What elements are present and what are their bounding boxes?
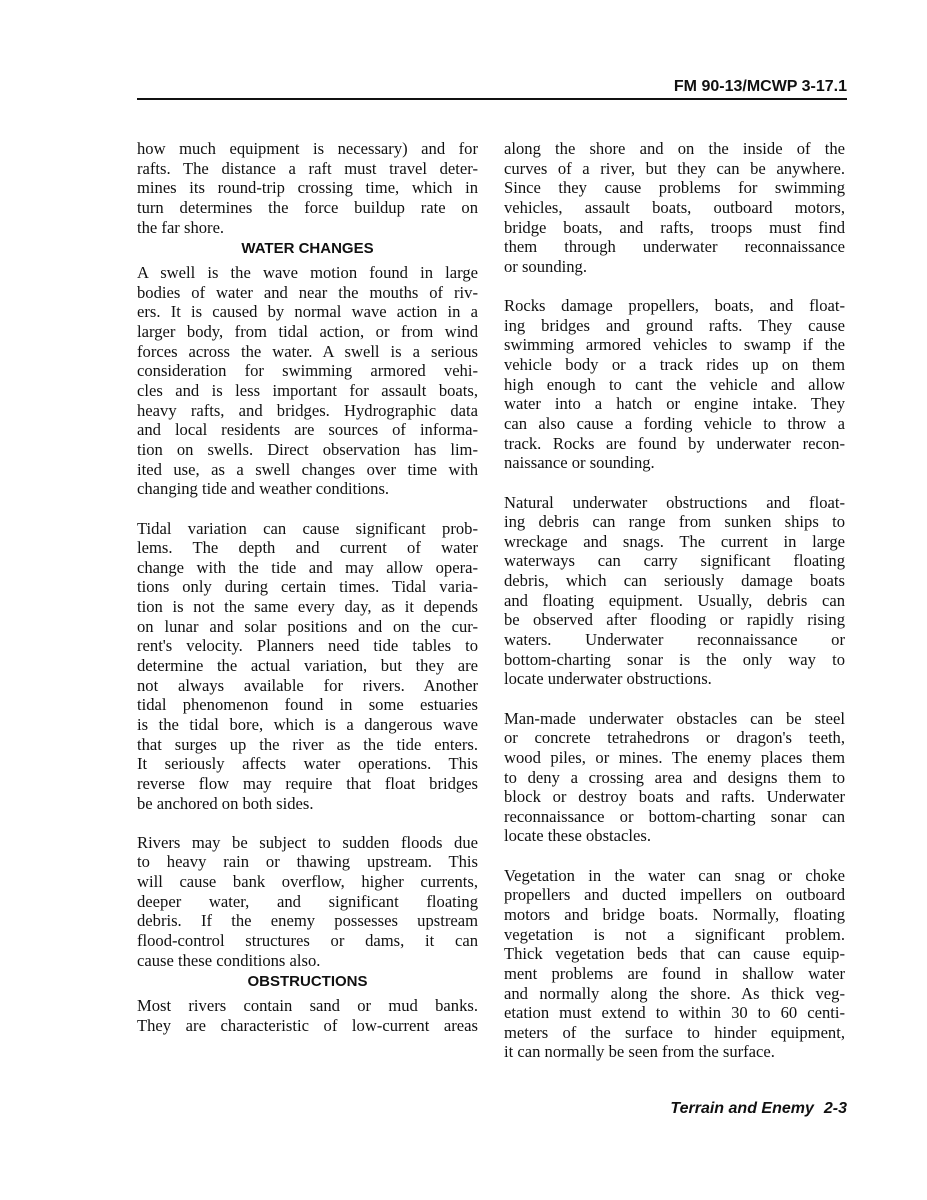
text-line: can also cause a fording vehicle to throw a (504, 413, 845, 433)
paragraph (137, 996, 478, 1035)
text-line: locate these obstacles. (504, 826, 651, 846)
text-line: It seriously affects water operations. This (137, 754, 478, 774)
text-line: it can normally be seen from the surface. (504, 1042, 775, 1062)
text-line: vehicles, assault boats, outboard motors, (504, 197, 845, 217)
page-number: 2-3 (823, 1100, 847, 1117)
page-header (137, 78, 847, 100)
text-line: larger body, from tidal action, or from wind (137, 322, 478, 342)
paragraph (504, 493, 845, 689)
text-line: them through underwater reconnaissance (504, 237, 845, 257)
paragraph (504, 866, 845, 1062)
text-line: or concrete tetrahedrons or dragon's teeth, (504, 728, 845, 748)
text-line: and floating equipment. Usually, debris can (504, 590, 845, 610)
text-line: the far shore. (137, 217, 225, 237)
text-line: not always available for rivers. Another (137, 675, 478, 695)
text-line: turn determines the force buildup rate on (137, 197, 478, 217)
text-line: be observed after flooding or rapidly rising (504, 610, 845, 630)
text-line: A swell is the wave motion found in large (137, 263, 478, 283)
text-line: change with the tide and may allow opera- (137, 557, 478, 577)
text-line: tion is not the same every day, as it depends (137, 597, 478, 617)
text-line: vehicle body or a track rides up on them (504, 355, 845, 375)
text-line: ment problems are found in shallow water (504, 963, 845, 983)
text-line: and local residents are sources of informa- (137, 420, 478, 440)
paragraph (137, 833, 478, 970)
text-line: cles and is less important for assault boats, (137, 381, 478, 401)
text-line: motors and bridge boats. Normally, floating (504, 904, 845, 924)
text-line: flood-control structures or dams, it can (137, 930, 478, 950)
text-line: debris, which can seriously damage boats (504, 571, 845, 591)
text-line: reconnaissance or bottom-charting sonar can (504, 806, 845, 826)
paragraph (504, 709, 845, 846)
text-line: debris. If the enemy possesses upstream (137, 911, 478, 931)
text-line: naissance or sounding. (504, 453, 655, 473)
text-line: vegetation is not a significant problem. (504, 924, 845, 944)
text-line: propellers and ducted impellers on outboard (504, 885, 845, 905)
text-line: Thick vegetation beds that can cause equip- (504, 944, 845, 964)
text-line: tions only during certain times. Tidal varia- (137, 577, 478, 597)
text-line: and normally along the shore. As thick veg- (504, 983, 845, 1003)
text-line: determine the actual variation, but they are (137, 656, 478, 676)
text-line: wreckage and snags. The current in large (504, 531, 845, 551)
text-line: Natural underwater obstructions and float- (504, 492, 845, 512)
paragraph (137, 519, 478, 814)
text-line: Vegetation in the water can snag or choke (504, 865, 845, 885)
text-line: high enough to cant the vehicle and allow (504, 374, 845, 394)
text-line: Rivers may be subject to sudden floods due (137, 832, 478, 852)
text-line: locate underwater obstructions. (504, 669, 712, 689)
text-line: along the shore and on the inside of the (504, 139, 845, 158)
text-line: will cause bank overflow, higher currents, (137, 872, 478, 892)
text-line: etation must extend to within 30 to 60 centi- (504, 1003, 845, 1023)
paragraph (504, 139, 845, 276)
text-line: lems. The depth and current of water (137, 538, 478, 558)
text-line: ited use, as a swell changes over time with (137, 459, 478, 479)
text-line: swimming armored vehicles to swamp if the (504, 335, 845, 355)
text-line: deeper water, and significant floating (137, 891, 478, 911)
text-line: cause these conditions also. (137, 950, 321, 970)
text-line: how much equipment is necessary) and for (137, 139, 478, 158)
text-line: to heavy rain or thawing upstream. This (137, 852, 478, 872)
text-line: ing bridges and ground rafts. They cause (504, 315, 845, 335)
text-line: waterways can carry significant floating (504, 551, 845, 571)
text-line: on lunar and solar positions and on the cur- (137, 616, 478, 636)
chapter-title: Terrain and Enemy (670, 1100, 814, 1117)
text-line: bottom-charting sonar is the only way to (504, 649, 845, 669)
text-line: They are characteristic of low-current areas (137, 1015, 478, 1035)
paragraph (504, 296, 845, 473)
text-line: track. Rocks are found by underwater recon- (504, 433, 845, 453)
section-heading: OBSTRUCTIONS (247, 973, 368, 991)
text-line: tion on swells. Direct observation has lim- (137, 439, 478, 459)
paragraph (137, 263, 478, 499)
text-line: that surges up the river as the tide enters. (137, 734, 478, 754)
section-heading: WATER CHANGES (241, 240, 374, 258)
text-line: rafts. The distance a raft must travel deter- (137, 158, 478, 178)
text-line: is the tidal bore, which is a dangerous wave (137, 714, 478, 734)
text-line: Since they cause problems for swimming (504, 178, 845, 198)
text-line: Rocks damage propellers, boats, and float- (504, 296, 845, 316)
text-line: or sounding. (504, 256, 587, 276)
text-line: bodies of water and near the mouths of riv- (137, 282, 478, 302)
text-line: ing debris can range from sunken ships to (504, 512, 845, 532)
text-line: changing tide and weather conditions. (137, 479, 390, 499)
text-line: bridge boats, and rafts, troops must find (504, 217, 845, 237)
text-line: mines its round-trip crossing time, which in (137, 178, 478, 198)
text-line: reverse flow may require that float bridges (137, 773, 478, 793)
paragraph (137, 139, 478, 237)
text-line: water into a hatch or engine intake. They (504, 394, 845, 414)
page-footer (670, 1100, 847, 1118)
right-column (504, 139, 845, 1082)
text-line: Tidal variation can cause significant prob- (137, 518, 478, 538)
text-line: consideration for swimming armored vehi- (137, 361, 478, 381)
text-line: Man-made underwater obstacles can be steel (504, 708, 845, 728)
text-line: block or destroy boats and rafts. Underwater (504, 787, 845, 807)
text-line: forces across the water. A swell is a serious (137, 341, 478, 361)
text-line: waters. Underwater reconnaissance or (504, 630, 845, 650)
text-line: rent's velocity. Planners need tide tables to (137, 636, 478, 656)
text-line: ers. It is caused by normal wave action in a (137, 302, 478, 322)
text-line: to deny a crossing area and designs them to (504, 767, 845, 787)
text-line: meters of the surface to hinder equipment, (504, 1022, 845, 1042)
document-id: FM 90-13/MCWP 3-17.1 (673, 78, 847, 95)
text-line: Most rivers contain sand or mud banks. (137, 996, 478, 1016)
text-line: be anchored on both sides. (137, 793, 314, 813)
text-line: wood piles, or mines. The enemy places them (504, 747, 845, 767)
text-line: heavy rafts, and bridges. Hydrographic data (137, 400, 478, 420)
left-column (137, 139, 478, 1055)
text-line: tidal phenomenon found in some estuaries (137, 695, 478, 715)
text-line: curves of a river, but they can be anywhere. (504, 158, 845, 178)
